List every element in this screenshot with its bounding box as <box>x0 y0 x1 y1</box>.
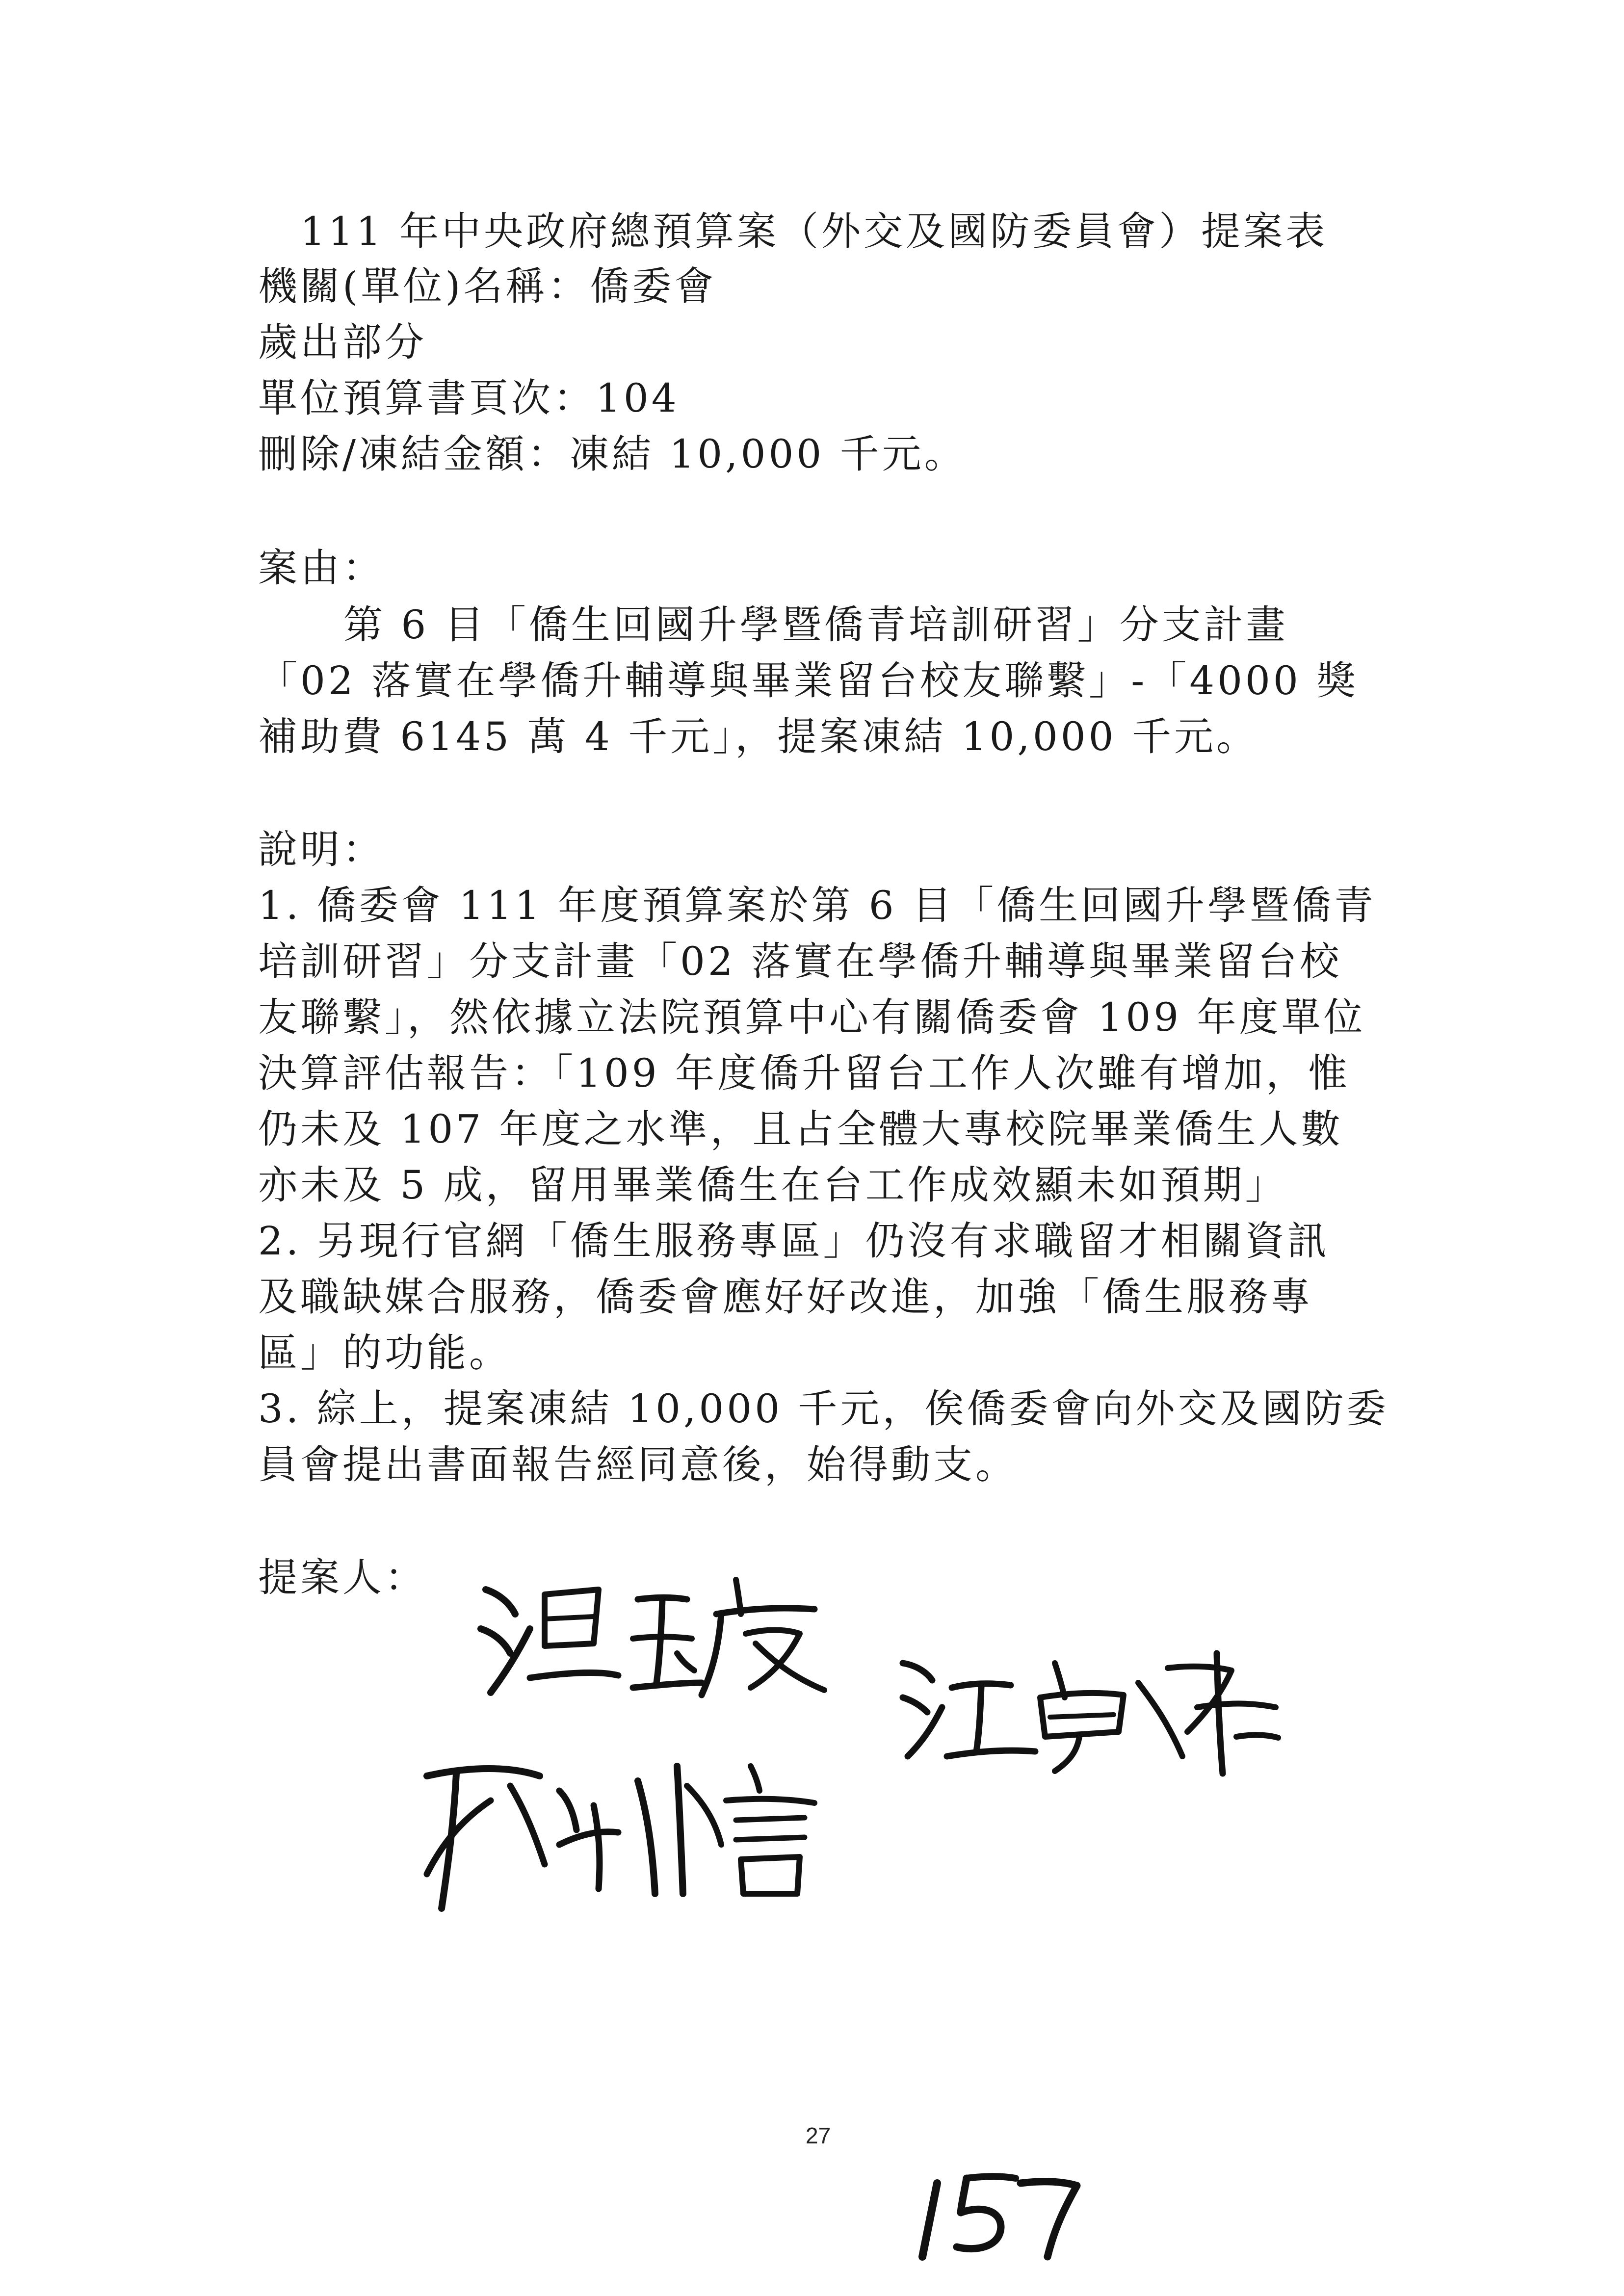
reason-line: 「02 落實在學僑升輔導與畢業留台校友聯繫」-「4000 獎 <box>258 658 1359 704</box>
explanation-line: 決算評估報告：「109 年度僑升留台工作人次雖有增加，惟 <box>258 1050 1351 1096</box>
explanation-line: 區」的功能。 <box>258 1330 511 1376</box>
freeze-amount: 刪除/凍結金額：凍結 10,000 千元。 <box>258 431 967 477</box>
explanation-line: 及職缺媒合服務，僑委會應好好改進，加強「僑生服務專 <box>258 1274 1313 1320</box>
document-title: 111 年中央政府總預算案（外交及國防委員會）提案表 <box>300 209 1328 254</box>
agency-name: 機關(單位)名稱：僑委會 <box>258 263 717 309</box>
explanation-line: 1. 僑委會 111 年度預算案於第 6 目「僑生回國升學暨僑青 <box>258 883 1377 928</box>
proposer-label: 提案人： <box>258 1555 427 1600</box>
explanation-line: 亦未及 5 成，留用畢業僑生在台工作成效顯未如預期」 <box>258 1162 1287 1208</box>
explanation-line: 3. 綜上，提案凍結 10,000 千元，俟僑委會向外交及國防委 <box>258 1386 1389 1432</box>
explanation-heading: 說明： <box>258 827 385 872</box>
reason-heading: 案由： <box>258 545 385 591</box>
explanation-line: 培訓研習」分支計畫「02 落實在學僑升輔導與畢業留台校 <box>258 939 1342 984</box>
signature-2 <box>893 1634 1285 1781</box>
explanation-line: 員會提出書面報告經同意後，始得動支。 <box>258 1442 1018 1487</box>
explanation-line: 友聯繫」，然依據立法院預算中心有關僑委會 109 年度單位 <box>258 994 1366 1040</box>
handwritten-page-number <box>917 2164 1084 2262</box>
reason-line: 補助費 6145 萬 4 千元」，提案凍結 10,000 千元。 <box>258 714 1258 759</box>
explanation-line: 2. 另現行官網「僑生服務專區」仍沒有求職留才相關資訊 <box>258 1218 1330 1264</box>
budget-page-reference: 單位預算書頁次：104 <box>258 375 680 421</box>
budget-section: 歲出部分 <box>258 319 427 365</box>
reason-line: 第 6 目「僑生回國升學暨僑青培訓研習」分支計畫 <box>343 602 1288 648</box>
explanation-line: 仍未及 107 年度之水準，且占全體大專校院畢業僑生人數 <box>258 1106 1343 1152</box>
page-number: 27 <box>806 2123 831 2148</box>
signature-3 <box>412 1747 854 1913</box>
signature-1 <box>471 1560 854 1707</box>
